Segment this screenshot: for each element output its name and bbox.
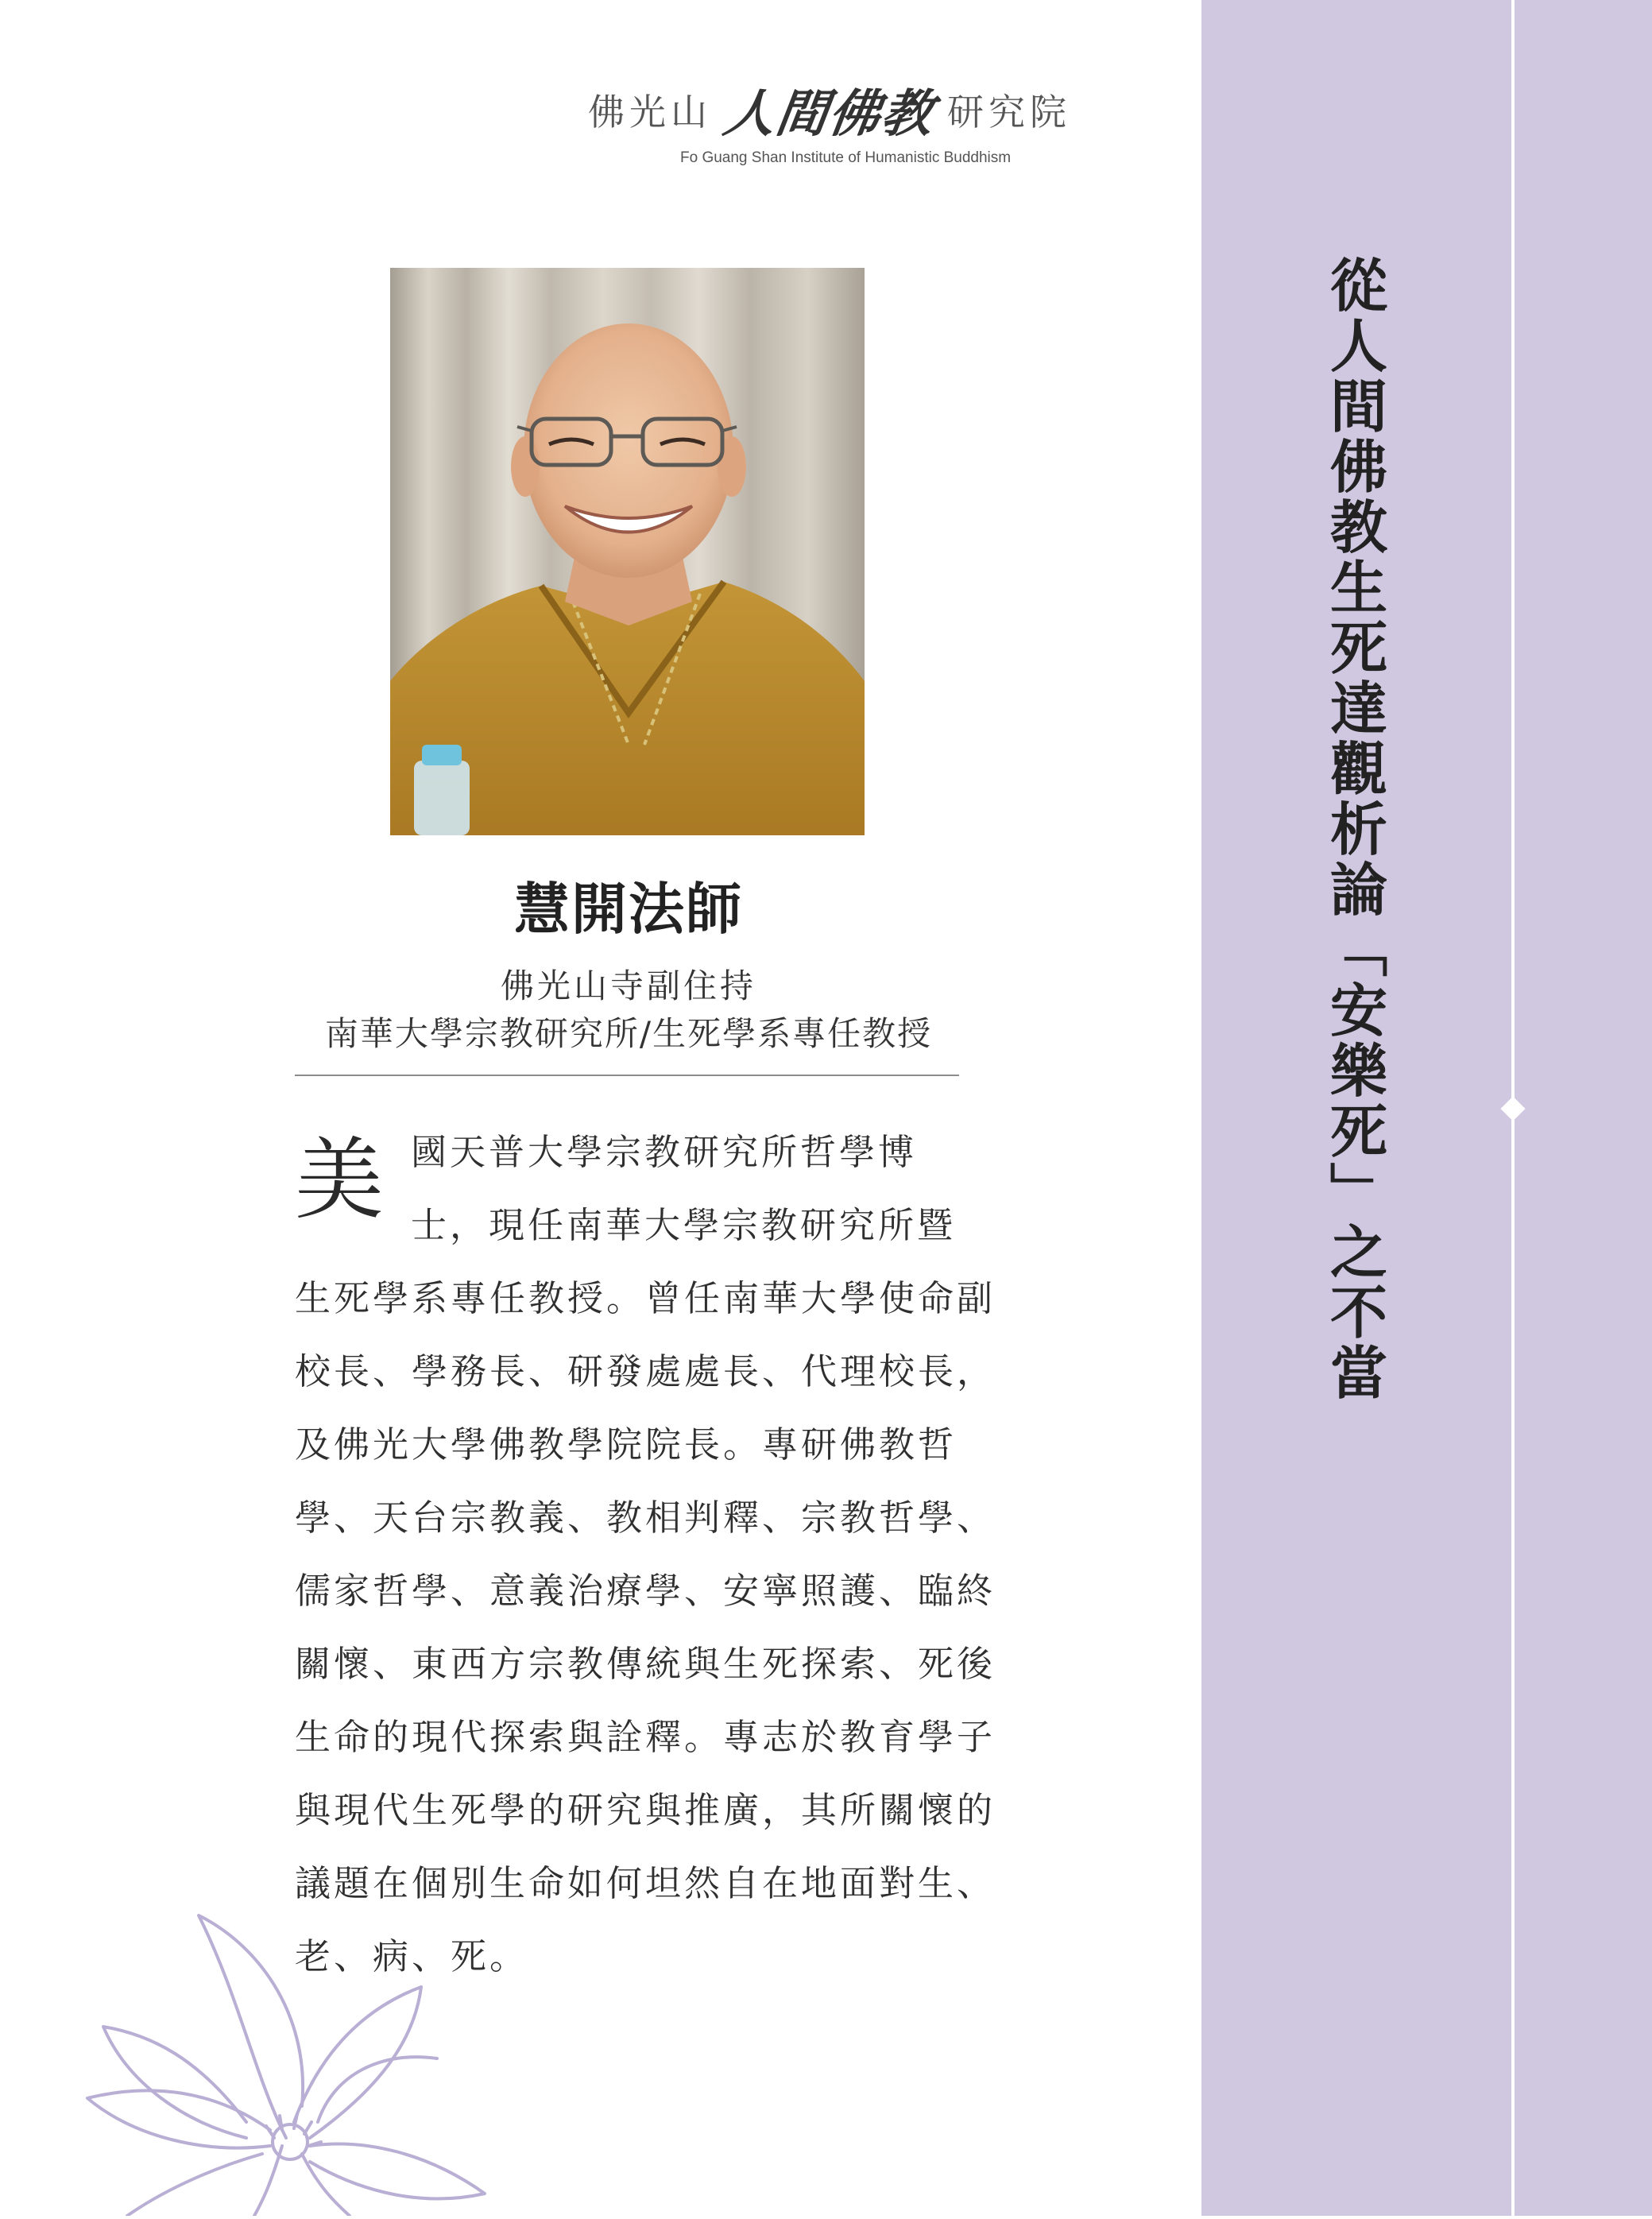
divider [295, 1075, 959, 1076]
vertical-title-char: 死 [1329, 615, 1387, 682]
brand-suffix: 研究院 [947, 91, 1071, 134]
vertical-title-char: 不 [1329, 1280, 1387, 1346]
vertical-title-char: 析 [1329, 796, 1387, 863]
vertical-title-char: 人 [1329, 313, 1387, 380]
brand-calligraphy: 人間佛教 [719, 84, 938, 144]
vertical-title-char: 安 [1329, 978, 1387, 1044]
vertical-title-char: 佛 [1329, 434, 1387, 501]
vertical-title-char: 論 [1329, 857, 1387, 924]
header [588, 73, 1081, 166]
vertical-title-char: ﹁ [1329, 917, 1387, 984]
vertical-title-char: ﹂ [1329, 1159, 1387, 1226]
vertical-title-char: 達 [1329, 676, 1387, 742]
lotus-decoration [79, 1900, 493, 2216]
vertical-article-title [1327, 253, 1391, 1416]
institute-logo [588, 73, 1081, 146]
bio-line: 生死學系專任教授。曾任南華大學使命副 [295, 1277, 996, 1319]
bio-line: 老、病、死。 [295, 1935, 529, 1977]
bio-line: 士，現任南華大學宗教研究所暨 [411, 1204, 957, 1246]
brand-english: Fo Guang Shan Institute of Humanistic Buddhism [680, 149, 1012, 166]
brand-prefix: 佛光山 [588, 91, 712, 134]
author-title-2: 南華大學宗教研究所/生死學系專任教授 [324, 1014, 933, 1053]
bio-line: 校長、學務長、研發處處長、代理校長， [295, 1350, 996, 1392]
vertical-title-char: 當 [1329, 1340, 1387, 1407]
bio-line: 及佛光大學佛教學院院長。專研佛教哲 [295, 1423, 958, 1466]
bio-line: 學、天台宗教義、教相判釋、宗教哲學、 [295, 1497, 996, 1539]
bio-line: 國天普大學宗教研究所哲學博 [411, 1131, 918, 1173]
vertical-title-char: 樂 [1329, 1038, 1387, 1105]
bio-line: 生命的現代探索與詮釋。專志於教育學子 [295, 1716, 996, 1758]
vertical-title-char: 死 [1329, 1098, 1387, 1165]
vertical-title-char: 從 [1329, 253, 1387, 319]
author-title-1: 佛光山寺副住持 [500, 966, 756, 1005]
vertical-title-char: 生 [1329, 555, 1387, 622]
bio-line: 與現代生死學的研究與推廣，其所關懷的 [295, 1789, 996, 1831]
vertical-title-char: 之 [1329, 1219, 1387, 1286]
vertical-title-char: 觀 [1329, 736, 1387, 803]
vertical-title-char: 間 [1329, 374, 1387, 440]
vertical-title-char: 教 [1329, 494, 1387, 561]
bio-line: 儒家哲學、意義治療學、安寧照護、臨終 [295, 1570, 996, 1612]
bio-line: 關懷、東西方宗教傳統與生死探索、死後 [295, 1643, 996, 1685]
author-name: 慧開法師 [514, 876, 743, 942]
author-photo [390, 268, 865, 835]
side-panel [1201, 0, 1652, 2216]
bio-line: 議題在個別生命如何坦然自在地面對生、 [295, 1862, 996, 1904]
drop-cap: 美 [295, 1129, 384, 1232]
